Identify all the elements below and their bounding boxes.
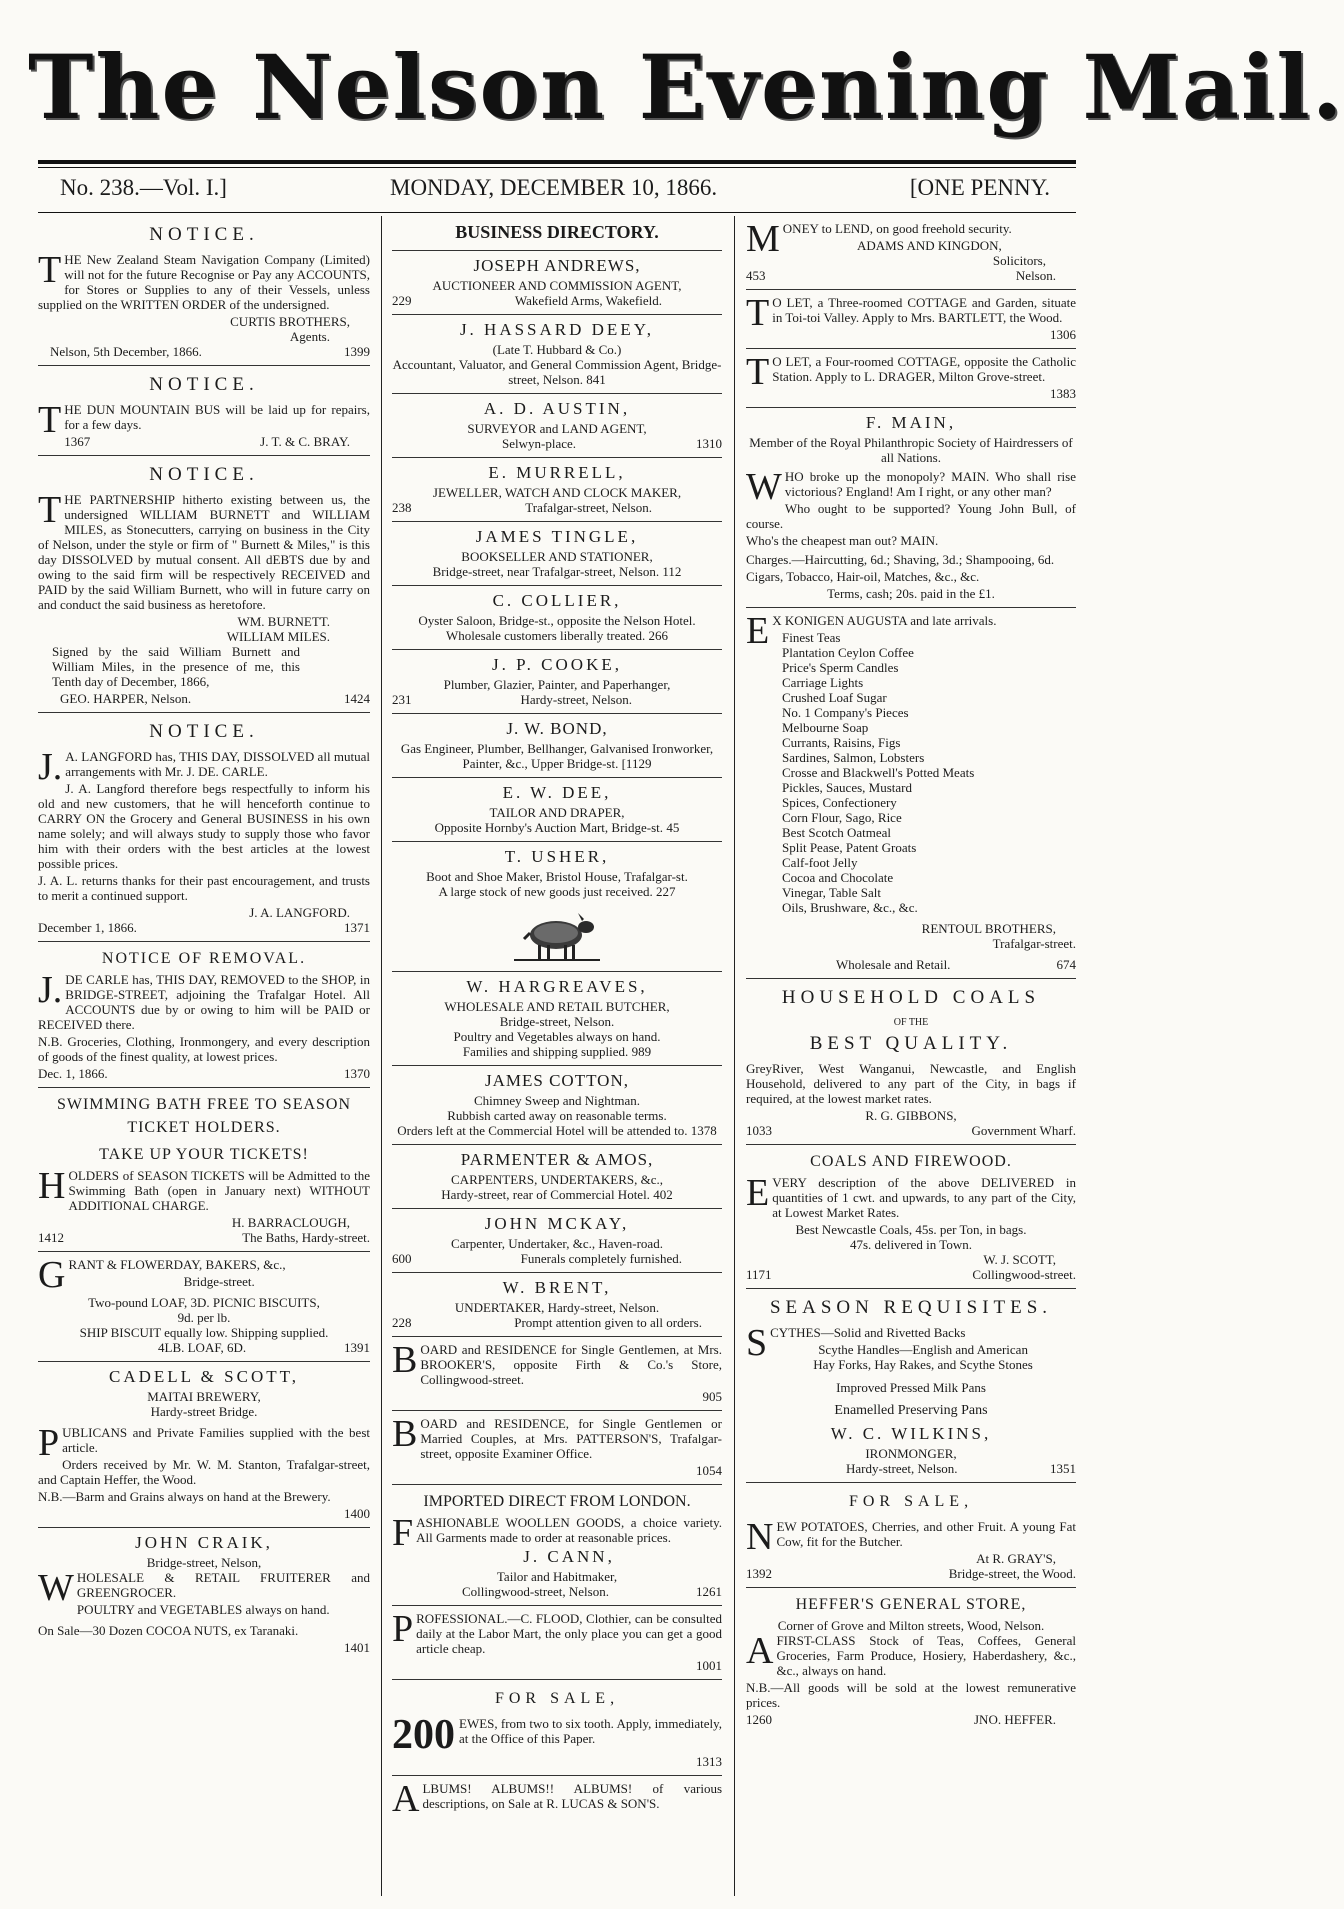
business-detail: Rubbish carted away on reasonable terms. bbox=[447, 1108, 667, 1123]
ad-ewes-for-sale bbox=[392, 1680, 722, 1776]
notice-body: HE New Zealand Steam Navigation Company (Limited) will not for the future Recognise or Pay any ACCOUNTS, for Stores or Supplies to any of their Vessels, unless supplied on the WRITTEN ORDER of the undersigned. bbox=[38, 252, 370, 312]
ad-number: 1401 bbox=[344, 1640, 370, 1655]
ad-number: 229 bbox=[392, 293, 412, 308]
ad-address: Bridge-street, the Wood. bbox=[948, 1566, 1076, 1581]
ad-body: HO broke up the monopoly? MAIN. Who shall rise victorious? England! Am I right, or any other man? bbox=[784, 469, 1076, 499]
ad-heffer-store: HEFFER'S GENERAL STORE, Corner of Grove and Milton streets, Wood, Nelson. AFIRST-CLASS Stock of Teas, Coffees, General Groceries, Farm Produce, Hosiery, Haberdashery, &c., &c., always on hand. N.B.—All goods will be sold at the lowest remunerative prices. 1260 JNO. HEFFER. bbox=[746, 1596, 1076, 1727]
listing-dee bbox=[392, 778, 722, 842]
column-divider bbox=[381, 216, 382, 1896]
business-name: CADELL & SCOTT, bbox=[109, 1367, 299, 1386]
ad-body: Terms, cash; 20s. paid in the £1. bbox=[827, 586, 995, 601]
ad-number: 1424 bbox=[344, 691, 370, 706]
ad-body: OLDERS of SEASON TICKETS will be Admitted to the Swimming Bath (open in January next) WITHOUT ADDITIONAL CHARGE. bbox=[68, 1168, 370, 1213]
ad-to-let-three: T O LET, a Three-roomed COTTAGE and Garden, situate in Toi-toi Valley. Apply to Mrs. BARTLETT, the Wood. 1306 bbox=[746, 290, 1076, 349]
list-item: Cocoa and Chocolate bbox=[782, 870, 894, 885]
ad-heading: TICKET HOLDERS. bbox=[127, 1119, 281, 1136]
ad-body: POULTRY and VEGETABLES always on hand. bbox=[76, 1602, 330, 1617]
ad-signature: R. G. GIBBONS, bbox=[865, 1108, 957, 1123]
witness-name: GEO. HARPER, Nelson. bbox=[60, 691, 192, 706]
notice-partnership: NOTICE. THE PARTNERSHIP hitherto existing between us, the undersigned WILLIAM BURNETT and WILLIAM MILES, as Stonecutters, carrying on business in the City of Nelson, under the style or firm of " Burnett & Miles," is this day DISSOLVED by mutual consent. All dEBTS due by and owing to the said firm will be respectively RECEIVED and PAID by the said William Burnett, who will in future carry on and conduct the said business as heretofore. WM. BURNETT. WILLIAM MILES. Signed by the said William Burnett and William Miles, in the presence of me, this Tenth day of December, 1866, GEO. HARPER, Nelson. 1424 bbox=[38, 456, 370, 713]
ad-number: 1367 bbox=[64, 434, 91, 449]
issue-number: No. 238.—Vol. I.] bbox=[60, 175, 227, 200]
ad-number: 1351 bbox=[1050, 1461, 1076, 1476]
ad-number: 1310 bbox=[696, 436, 722, 451]
masthead-rule bbox=[38, 160, 1076, 164]
ad-number: 905 bbox=[702, 1389, 722, 1404]
business-trade: Accountant, Valuator, and General Commission Agent, Bridge-street, Nelson. bbox=[392, 357, 722, 387]
business-address: Bridge-street, Nelson. bbox=[499, 1014, 615, 1029]
ad-heading: FOR SALE, bbox=[848, 1493, 974, 1510]
ad-signature: H. BARRACLOUGH, bbox=[231, 1215, 350, 1230]
notice-signature: CURTIS BROTHERS, bbox=[230, 314, 350, 329]
ad-number: 1392 bbox=[746, 1566, 772, 1581]
ad-signature: JNO. HEFFER. bbox=[974, 1712, 1056, 1727]
listing-mckay bbox=[392, 1209, 722, 1273]
ad-body: OARD and RESIDENCE, for Single Gentlemen or Married Couples, at Mrs. PATTERSON'S, Trafalgar-street, opposite Examiner Office. bbox=[420, 1416, 722, 1461]
ad-number: 1399 bbox=[344, 344, 370, 359]
ad-body: Wholesale and Retail. bbox=[836, 957, 951, 972]
listing-murrell bbox=[392, 458, 722, 522]
business-address: Bridge-street, Nelson, bbox=[146, 1555, 262, 1570]
ad-potatoes: FOR SALE, NEW POTATOES, Cherries, and other Fruit. A young Fat Cow, fit for the Butcher. At R. GRAY'S, 1392 Bridge-street, the Wood. bbox=[746, 1483, 1076, 1588]
listing-cotton bbox=[392, 1066, 722, 1145]
business-trade: Gas Engineer, Plumber, Bellhanger, Galvanised Ironworker, Painter, &c., Upper Bridge-st. [1129 bbox=[400, 741, 714, 771]
list-item: Carriage Lights bbox=[782, 675, 864, 690]
ad-body: Charges.—Haircutting, 6d.; Shaving, 3d.; Shampooing, 6d. bbox=[746, 552, 1055, 567]
list-item: No. 1 Company's Pieces bbox=[782, 705, 909, 720]
notice-removal: NOTICE OF REMOVAL. J. DE CARLE has, THIS DAY, REMOVED to the SHOP, in BRIDGE-STREET, adjoining the Trafalgar Hotel. All ACCOUNTS due by or owing to him will be PAID or RECEIVED there. N.B. Groceries, Clothing, Ironmongery, and every description of goods of the finest quality, at lowest prices. Dec. 1, 1866. 1370 bbox=[38, 942, 370, 1088]
ad-number: 600 bbox=[392, 1251, 412, 1266]
list-item: Crushed Loaf Sugar bbox=[782, 690, 887, 705]
ad-heading: SEASON REQUISITES. bbox=[769, 1297, 1053, 1318]
ad-subheading: TAKE UP YOUR TICKETS! bbox=[99, 1146, 309, 1163]
listing-brent bbox=[392, 1273, 722, 1337]
notice-body: HE PARTNERSHIP hitherto existing between us, the undersigned WILLIAM BURNETT and WILLIAM MILES, as Stonecutters, carrying on business in the City of Nelson, under the style or firm of " Burnett & Miles," is this day DISSOLVED by mutual consent. All dEBTS due by and owing to the said firm will be respectively RECEIVED and PAID by the said William Burnett, who will in future carry on and conduct the said business as heretofore. bbox=[38, 492, 370, 612]
ad-board-brooker: BOARD and RESIDENCE for Single Gentlemen, at Mrs. BROOKER'S, opposite Firth & Co.'s Store, Collingwood-street. 905 bbox=[392, 1337, 722, 1411]
ad-heading: SWIMMING BATH FREE TO SEASON bbox=[56, 1096, 352, 1113]
ad-albums: ALBUMS! ALBUMS!! ALBUMS! of various descriptions, on Sale at R. LUCAS & SON'S. bbox=[392, 1778, 722, 1820]
business-detail: Orders left at the Commercial Hotel will be attended to. bbox=[397, 1123, 688, 1138]
notice-body: J. A. Langford therefore begs respectfully to inform his old and new customers, that he will henceforth continue to CARRY ON the Grocery and General BUSINESS in his own name solely; and will always study to supply those who favor him with their orders with the best articles at the lowest possible prices. bbox=[38, 781, 370, 871]
ad-board-patterson: BOARD and RESIDENCE, for Single Gentlemen or Married Couples, at Mrs. PATTERSON'S, Trafalgar-street, opposite Examiner Office. 1054 bbox=[392, 1411, 722, 1485]
business-trade: WHOLESALE AND RETAIL BUTCHER, bbox=[444, 999, 670, 1014]
ad-heading: OF THE bbox=[893, 1017, 929, 1028]
notice-dun-mountain-bus: NOTICE. THE DUN MOUNTAIN BUS will be laid up for repairs, for a few days. 1367 J. T. & C. BRAY. bbox=[38, 366, 370, 456]
business-name: PARMENTER & AMOS, bbox=[460, 1150, 654, 1169]
notice-heading: NOTICE. bbox=[149, 224, 259, 245]
ad-address: Nelson. bbox=[1015, 268, 1056, 283]
business-trade: CARPENTERS, UNDERTAKERS, &c., bbox=[451, 1172, 663, 1187]
listing-parmenter bbox=[392, 1145, 722, 1209]
list-item: Crosse and Blackwell's Potted Meats bbox=[782, 765, 975, 780]
business-name: E. MURRELL, bbox=[488, 463, 626, 482]
ad-body: 47s. delivered in Town. bbox=[850, 1237, 972, 1252]
ad-body: GreyRiver, West Wanganui, Newcastle, and English Household, delivered to any part of the City, in bags if required, at the lowest market rates. bbox=[746, 1061, 1076, 1106]
ad-body: N.B.—Barm and Grains always on hand at the Brewery. bbox=[38, 1489, 331, 1504]
ad-number: 1033 bbox=[746, 1123, 772, 1138]
business-trade: Plumber, Glazier, Painter, and Paperhanger, bbox=[443, 677, 671, 692]
business-trade: Member of the Royal Philanthropic Society of Hairdressers of all Nations. bbox=[749, 435, 1073, 465]
notice-body: J. A. L. returns thanks for their past encouragement, and trusts to merit a continued support. bbox=[38, 873, 370, 903]
ad-f-main: F. MAIN, Member of the Royal Philanthropic Society of Hairdressers of all Nations. WHO broke up the monopoly? MAIN. Who shall rise victorious? England! Am I right, or any other man? Who ought to be supported? Young John Bull, of course. Who's the cheapest man out? MAIN. Charges.—Haircutting, 6d.; Shaving, 3d.; Shampooing, 6d. Cigars, Tobacco, Hair-oil, Matches, &c., &c. Terms, cash; 20s. paid in the £1. bbox=[746, 408, 1076, 608]
business-trade: AUCTIONEER AND COMMISSION AGENT, bbox=[432, 278, 682, 293]
ad-body: O LET, a Four-roomed COTTAGE, opposite the Catholic Station. Apply to L. DRAGER, Milton Grove-street. bbox=[772, 354, 1076, 384]
issue-date: MONDAY, DECEMBER 10, 1866. bbox=[390, 175, 718, 200]
ad-body: Two-pound LOAF, 3D. PICNIC BISCUITS, bbox=[88, 1295, 320, 1310]
ad-address: Bridge-street. bbox=[183, 1274, 255, 1289]
ad-body: ONEY to LEND, on good freehold security. bbox=[782, 221, 1012, 236]
ad-body: O LET, a Three-roomed COTTAGE and Garden, situate in Toi-toi Valley. Apply to Mrs. BARTLETT, the Wood. bbox=[772, 295, 1076, 325]
business-name: JOHN MCKAY, bbox=[484, 1214, 630, 1233]
business-address: Trafalgar-street, Nelson. bbox=[525, 500, 652, 515]
ad-number: 231 bbox=[392, 692, 412, 707]
ad-number: 841 bbox=[586, 372, 606, 387]
list-item: Finest Teas bbox=[782, 630, 841, 645]
business-name: F. MAIN, bbox=[865, 413, 957, 432]
ad-grant-flowerday: GRANT & FLOWERDAY, BAKERS, &c., Bridge-street. Two-pound LOAF, 3D. PICNIC BISCUITS, 9d. per lb. SHIP BISCUIT equally low. Shipping supplied. 4LB. LOAF, 6D. 1391 bbox=[38, 1252, 370, 1362]
ad-heading: X KONIGEN AUGUSTA and late arrivals. bbox=[772, 613, 997, 628]
notice-signature: WILLIAM MILES. bbox=[226, 629, 330, 644]
ad-body: Who ought to be supported? Young John Bull, of course. bbox=[746, 501, 1076, 531]
listing-cooke bbox=[392, 650, 722, 714]
ad-body: ROFESSIONAL.—C. FLOOD, Clothier, can be consulted daily at the Labor Mart, the only place you can get a good article cheap. bbox=[416, 1611, 722, 1656]
business-trade: Boot and Shoe Maker, Bristol House, Trafalgar-st. bbox=[426, 869, 688, 884]
ad-number: 989 bbox=[631, 1044, 652, 1059]
ad-number: 453 bbox=[746, 268, 766, 283]
business-address: Hardy-street, Nelson. bbox=[520, 692, 632, 707]
business-trade: Tailor and Habitmaker, bbox=[496, 1569, 618, 1584]
listing-tingle bbox=[392, 522, 722, 586]
notice-body: HE DUN MOUNTAIN BUS will be laid up for repairs, for a few days. bbox=[64, 402, 370, 432]
notice-langford: NOTICE. J. A. LANGFORD has, THIS DAY, DISSOLVED all mutual arrangements with Mr. J. DE. CARLE. J. A. Langford therefore begs respectfully to inform his old and new customers, that he will henceforth continue to CARRY ON the Grocery and General BUSINESS in his own name solely; and will always study to supply those who favor him with their orders with the best articles at the lowest possible prices. J. A. L. returns thanks for their past encouragement, and trusts to merit a continued support. J. A. LANGFORD. December 1, 1866. 1371 bbox=[38, 713, 370, 942]
list-item: Sardines, Salmon, Lobsters bbox=[782, 750, 925, 765]
ad-number: 1383 bbox=[1050, 386, 1076, 401]
dateline-rule bbox=[38, 212, 1076, 213]
business-address: Wakefield Arms, Wakefield. bbox=[514, 293, 662, 308]
notice-heading: NOTICE. bbox=[149, 464, 259, 485]
ad-heading: BEST QUALITY. bbox=[809, 1033, 1013, 1054]
ad-body: CYTHES—Solid and Rivetted Backs bbox=[770, 1325, 966, 1340]
business-address: A large stock of new goods just received. bbox=[438, 884, 653, 899]
listing-hargreaves bbox=[392, 972, 722, 1066]
ad-number: 1313 bbox=[696, 1754, 722, 1769]
list-item: Corn Flour, Sago, Rice bbox=[782, 810, 902, 825]
business-detail: Prompt attention given to all orders. bbox=[514, 1315, 702, 1330]
ad-number: 1370 bbox=[344, 1066, 370, 1081]
ad-body: HOLESALE & RETAIL FRUITERER and GREENGROCER. bbox=[76, 1570, 370, 1600]
business-name: JAMES TINGLE, bbox=[475, 527, 639, 546]
business-trade: TAILOR AND DRAPER, bbox=[489, 805, 625, 820]
business-name: JOSEPH ANDREWS, bbox=[473, 256, 641, 275]
ad-season-requisites: SEASON REQUISITES. SCYTHES—Solid and Rivetted Backs Scythe Handles—English and American Hay Forks, Hay Rakes, and Scythe Stones Improved Pressed Milk Pans Enamelled Preserving Pans W. C. WILKINS, IRONMONGER, Hardy-street, Nelson. 1351 bbox=[746, 1289, 1076, 1483]
ad-signature: W. J. SCOTT, bbox=[983, 1252, 1056, 1267]
list-item: Melbourne Soap bbox=[782, 720, 869, 735]
notice-date: Nelson, 5th December, 1866. bbox=[50, 344, 202, 359]
listing-andrews bbox=[392, 251, 722, 315]
ad-number: 1001 bbox=[696, 1658, 722, 1673]
business-name: JOHN CRAIK, bbox=[135, 1533, 273, 1552]
business-directory-header bbox=[392, 216, 722, 251]
ad-body: Best Newcastle Coals, 45s. per Ton, in bags. bbox=[795, 1222, 1027, 1237]
ad-address: Trafalgar-street. bbox=[992, 936, 1076, 951]
business-address: Opposite Hornby's Auction Mart, Bridge-st. bbox=[434, 820, 664, 835]
column-1 bbox=[38, 216, 370, 1896]
ad-body: Hay Forks, Hay Rakes, and Scythe Stones bbox=[813, 1357, 1033, 1372]
ad-signature: At R. GRAY'S, bbox=[976, 1551, 1056, 1566]
ad-body: Improved Pressed Milk Pans bbox=[836, 1380, 986, 1395]
column-2 bbox=[392, 216, 722, 1896]
notice-signature: J. A. LANGFORD. bbox=[249, 905, 350, 920]
sheep-illustration bbox=[392, 899, 722, 965]
section-heading: BUSINESS DIRECTORY. bbox=[455, 222, 659, 242]
ad-body: UBLICANS and Private Families supplied with the best article. bbox=[62, 1425, 370, 1455]
business-address: Hardy-street, rear of Commercial Hotel. bbox=[441, 1187, 650, 1202]
ad-body: Enamelled Preserving Pans bbox=[834, 1403, 988, 1418]
ad-body: Who's the cheapest man out? MAIN. bbox=[746, 533, 939, 548]
notice-signature: WM. BURNETT. bbox=[237, 614, 330, 629]
ad-number: 1391 bbox=[344, 1340, 370, 1355]
business-trade: Chimney Sweep and Nightman. bbox=[473, 1093, 641, 1108]
ad-number: 1261 bbox=[696, 1584, 722, 1599]
list-item: Split Pease, Patent Groats bbox=[782, 840, 917, 855]
column-divider bbox=[734, 216, 735, 1896]
notice-signature: J. T. & C. BRAY. bbox=[260, 434, 350, 449]
business-detail: Funerals completely furnished. bbox=[520, 1251, 682, 1266]
business-name: C. COLLIER, bbox=[492, 591, 622, 610]
ad-body: 4LB. LOAF, 6D. bbox=[158, 1340, 247, 1355]
ad-money-lend: MONEY to LEND, on good freehold security. ADAMS AND KINGDON, Solicitors, 453 Nelson. bbox=[746, 216, 1076, 290]
business-trade: IRONMONGER, bbox=[865, 1446, 957, 1461]
ad-heading: HEFFER'S GENERAL STORE, bbox=[795, 1596, 1027, 1613]
business-address: Wholesale customers liberally treated. bbox=[445, 628, 646, 643]
business-address: Selwyn-place. bbox=[502, 436, 577, 451]
ad-number: 266 bbox=[648, 628, 668, 643]
ad-number: 1171 bbox=[746, 1267, 772, 1282]
business-trade: Oyster Saloon, Bridge-st., opposite the Nelson Hotel. bbox=[418, 613, 696, 628]
business-name: W. C. WILKINS, bbox=[830, 1424, 992, 1443]
notice-role: Agents. bbox=[289, 329, 330, 344]
list-item: Currants, Raisins, Figs bbox=[782, 735, 901, 750]
business-trade: JEWELLER, WATCH AND CLOCK MAKER, bbox=[432, 485, 682, 500]
ad-number: 238 bbox=[392, 500, 412, 515]
list-item: Plantation Ceylon Coffee bbox=[782, 645, 914, 660]
business-trade: BOOKSELLER AND STATIONER, bbox=[461, 549, 653, 564]
listing-bond bbox=[392, 714, 722, 778]
ad-konigen-augusta: E X KONIGEN AUGUSTA and late arrivals. Finest Teas Plantation Ceylon Coffee Price's Sperm Candles Carriage Lights Crushed Loaf Sugar No. 1 Company's Pieces Melbourne Soap Currants, Raisins, Figs Sardines, Salmon, Lobsters Crosse and Blackwell's Potted Meats Pickles, Sauces, Mustard Spices, Confectionery Corn Flour, Sago, Rice Best Scotch Oatmeal Split Pease, Patent Groats Calf-foot Jelly Cocoa and Chocolate Vinegar, Table Salt Oils, Brushware, &c., &c. RENTOUL BROTHERS, Trafalgar-street. Wholesale and Retail. 674 bbox=[746, 608, 1076, 979]
notice-date: Dec. 1, 1866. bbox=[38, 1066, 108, 1081]
ad-number: 674 bbox=[1056, 957, 1076, 972]
business-address: Hardy-street Bridge. bbox=[150, 1404, 258, 1419]
business-name: J. CANN, bbox=[523, 1547, 615, 1566]
business-trade: Carpenter, Undertaker, &c., Haven-road. bbox=[451, 1236, 663, 1251]
listing-deey bbox=[392, 315, 722, 394]
ad-number: 1378 bbox=[690, 1123, 717, 1138]
notice-date: December 1, 1866. bbox=[38, 920, 137, 935]
ad-number: 45 bbox=[666, 820, 680, 835]
ad-to-let-four: T O LET, a Four-roomed COTTAGE, opposite the Catholic Station. Apply to L. DRAGER, Milton Grove-street. 1383 bbox=[746, 349, 1076, 408]
ad-number: 1054 bbox=[696, 1463, 722, 1478]
ad-body: Cigars, Tobacco, Hair-oil, Matches, &c., &c. bbox=[746, 569, 980, 584]
business-trade: SURVEYOR and LAND AGENT, bbox=[467, 421, 647, 436]
business-trade: UNDERTAKER, Hardy-street, Nelson. bbox=[454, 1300, 660, 1315]
business-name: J. P. COOKE, bbox=[492, 655, 622, 674]
ad-role: Solicitors, bbox=[992, 253, 1046, 268]
ad-number: 1371 bbox=[344, 920, 370, 935]
ad-body: FIRST-CLASS Stock of Teas, Coffees, General Groceries, Farm Produce, Hosiery, Haberdashery, &c., &c., always on hand. bbox=[776, 1633, 1076, 1678]
business-address: Bridge-street, near Trafalgar-street, Nelson. bbox=[432, 564, 660, 579]
ad-body: SHIP BISCUIT equally low. Shipping supplied. bbox=[79, 1325, 329, 1340]
issue-price: [ONE PENNY. bbox=[909, 175, 1050, 200]
listing-usher bbox=[392, 842, 722, 972]
ad-body: LBUMS! ALBUMS!! ALBUMS! of various descriptions, on Sale at R. LUCAS & SON'S. bbox=[422, 1781, 722, 1811]
business-name: A. D. AUSTIN, bbox=[483, 399, 631, 418]
list-item: Pickles, Sauces, Mustard bbox=[782, 780, 912, 795]
newspaper-title: The Nelson Evening Mail. bbox=[28, 35, 1344, 139]
ad-imported-london: IMPORTED DIRECT FROM LONDON. FASHIONABLE WOOLLEN GOODS, a choice variety. All Garments made to order at reasonable prices. J. CANN, Tailor and Habitmaker, Collingwood-street, Nelson. 1261 bbox=[392, 1485, 722, 1606]
ad-signature: ADAMS AND KINGDON, bbox=[856, 238, 1002, 253]
list-item: Calf-foot Jelly bbox=[782, 855, 858, 870]
ad-body: EW POTATOES, Cherries, and other Fruit. A young Fat Cow, fit for the Butcher. bbox=[776, 1519, 1076, 1549]
notice-steam-navigation: NOTICE. THE New Zealand Steam Navigation Company (Limited) will not for the future Recognise or Pay any ACCOUNTS, for Stores or Supplies to any of their Vessels, unless supplied on the WRITTEN ORDER of the undersigned. CURTIS BROTHERS, Agents. Nelson, 5th December, 1866. 1399 bbox=[38, 216, 370, 366]
goods-list bbox=[746, 630, 1076, 915]
notice-body: DE CARLE has, THIS DAY, REMOVED to the SHOP, in BRIDGE-STREET, adjoining the Trafalgar Hotel. All ACCOUNTS due by or owing to him will be PAID or RECEIVED there. bbox=[38, 972, 370, 1032]
business-address: Hardy-street, Nelson. bbox=[846, 1461, 958, 1476]
ad-quantity: 200 bbox=[392, 1712, 455, 1758]
ad-number: 1306 bbox=[1050, 327, 1076, 342]
ad-number: 1400 bbox=[344, 1506, 370, 1521]
ad-number: 402 bbox=[653, 1187, 673, 1202]
masthead-rule-thin bbox=[38, 167, 1076, 168]
ad-household-coals bbox=[746, 979, 1076, 1145]
notice-heading: NOTICE OF REMOVAL. bbox=[101, 950, 307, 967]
ad-address: Collingwood-street. bbox=[972, 1267, 1076, 1282]
listing-austin bbox=[392, 394, 722, 458]
business-name: JAMES COTTON, bbox=[485, 1071, 629, 1090]
ad-address: Corner of Grove and Milton streets, Wood, Nelson. bbox=[777, 1618, 1045, 1633]
ad-body: EWES, from two to six tooth. Apply, immediately, at the Office of this Paper. bbox=[459, 1716, 722, 1746]
dateline bbox=[60, 175, 1070, 211]
list-item: Vinegar, Table Salt bbox=[782, 885, 881, 900]
ad-heading: HOUSEHOLD COALS bbox=[781, 987, 1041, 1008]
ad-body: 9d. per lb. bbox=[177, 1310, 231, 1325]
notice-heading: NOTICE. bbox=[149, 721, 259, 742]
list-item: Price's Sperm Candles bbox=[782, 660, 899, 675]
business-detail: Poultry and Vegetables always on hand. bbox=[453, 1029, 661, 1044]
ad-heading: IMPORTED DIRECT FROM LONDON. bbox=[423, 1493, 691, 1510]
ad-number: 228 bbox=[392, 1315, 412, 1330]
ad-body: OARD and RESIDENCE for Single Gentlemen, at Mrs. BROOKER'S, opposite Firth & Co.'s Store, Collingwood-street. bbox=[420, 1342, 722, 1387]
ad-body: VERY description of the above DELIVERED in quantities of 1 cwt. and upwards, to any part of the City, at Lowest Market Rates. bbox=[772, 1175, 1076, 1220]
business-address: Collingwood-street, Nelson. bbox=[462, 1584, 609, 1599]
ad-address: Government Wharf. bbox=[971, 1123, 1076, 1138]
ad-john-craik: JOHN CRAIK, Bridge-street, Nelson, WHOLESALE & RETAIL FRUITERER and GREENGROCER. POULTRY and VEGETABLES always on hand. On Sale—30 Dozen COCOA NUTS, ex Taranaki. 1401 bbox=[38, 1533, 370, 1655]
ad-number: 112 bbox=[662, 564, 682, 579]
ad-address: The Baths, Hardy-street. bbox=[242, 1230, 370, 1245]
business-name: E. W. DEE, bbox=[502, 783, 612, 802]
notice-body: N.B. Groceries, Clothing, Ironmongery, and every description of goods of the finest quality, at lowest prices. bbox=[38, 1034, 370, 1064]
ad-number: 227 bbox=[655, 884, 676, 899]
business-name: J. W. BOND, bbox=[506, 719, 608, 738]
ad-swimming-bath: SWIMMING BATH FREE TO SEASON TICKET HOLDERS. TAKE UP YOUR TICKETS! HOLDERS of SEASON TICKETS will be Admitted to the Swimming Bath (open in January next) WITHOUT ADDITIONAL CHARGE. H. BARRACLOUGH, 1412 The Baths, Hardy-street. bbox=[38, 1088, 370, 1252]
ad-coals-firewood: COALS AND FIREWOOD. EVERY description of the above DELIVERED in quantities of 1 cwt. and upwards, to any part of the City, at Lowest Market Rates. Best Newcastle Coals, 45s. per Ton, in bags. 47s. delivered in Town. W. J. SCOTT, 1171 Collingwood-street. bbox=[746, 1145, 1076, 1289]
business-name: W. BRENT, bbox=[502, 1278, 612, 1297]
ad-cadell-scott: CADELL & SCOTT, MAITAI BREWERY, Hardy-street Bridge. PUBLICANS and Private Families supplied with the best article. Orders received by Mr. W. M. Stanton, Trafalgar-street, and Captain Heffer, the Wood. N.B.—Barm and Grains always on hand at the Brewery. 1400 bbox=[38, 1362, 370, 1528]
list-item: Spices, Confectionery bbox=[782, 795, 897, 810]
notice-witness: Signed by the said William Burnett and William Miles, in the presence of me, this Tenth day of December, 1866, bbox=[52, 644, 300, 689]
ad-heading: FOR SALE, bbox=[494, 1690, 620, 1707]
ad-heading: COALS AND FIREWOOD. bbox=[810, 1153, 1012, 1170]
ad-number: 1412 bbox=[38, 1230, 64, 1245]
column-3 bbox=[746, 216, 1076, 1896]
ad-heading: RANT & FLOWERDAY, BAKERS, &c., bbox=[68, 1257, 286, 1272]
ad-number: 1260 bbox=[746, 1712, 772, 1727]
business-subtitle: (Late T. Hubbard & Co.) bbox=[492, 342, 622, 357]
listing-collier bbox=[392, 586, 722, 650]
business-name: J. HASSARD DEEY, bbox=[459, 320, 655, 339]
notice-body: A. LANGFORD has, THIS DAY, DISSOLVED all mutual arrangements with Mr. J. DE. CARLE. bbox=[65, 749, 370, 779]
business-name: W. HARGREAVES, bbox=[466, 977, 648, 996]
ad-body: N.B.—All goods will be sold at the lowest remunerative prices. bbox=[746, 1680, 1076, 1710]
ad-body: Orders received by Mr. W. M. Stanton, Trafalgar-street, and Captain Heffer, the Wood. bbox=[38, 1457, 370, 1487]
ad-body: On Sale—30 Dozen COCOA NUTS, ex Taranaki. bbox=[38, 1623, 299, 1638]
sheep-icon bbox=[514, 905, 600, 963]
business-name: T. USHER, bbox=[504, 847, 610, 866]
ad-body: Scythe Handles—English and American bbox=[818, 1342, 1028, 1357]
business-detail: Families and shipping supplied. bbox=[462, 1044, 629, 1059]
notice-heading: NOTICE. bbox=[149, 374, 259, 395]
masthead bbox=[28, 22, 1344, 152]
list-item: Oils, Brushware, &c., &c. bbox=[782, 900, 918, 915]
ad-body: ASHIONABLE WOOLLEN GOODS, a choice variety. All Garments made to order at reasonable prices. bbox=[416, 1515, 722, 1545]
ad-signature: RENTOUL BROTHERS, bbox=[921, 921, 1056, 936]
list-item: Best Scotch Oatmeal bbox=[782, 825, 892, 840]
business-trade: MAITAI BREWERY, bbox=[147, 1389, 261, 1404]
ad-flood: PROFESSIONAL.—C. FLOOD, Clothier, can be consulted daily at the Labor Mart, the only place you can get a good article cheap. 1001 bbox=[392, 1606, 722, 1680]
